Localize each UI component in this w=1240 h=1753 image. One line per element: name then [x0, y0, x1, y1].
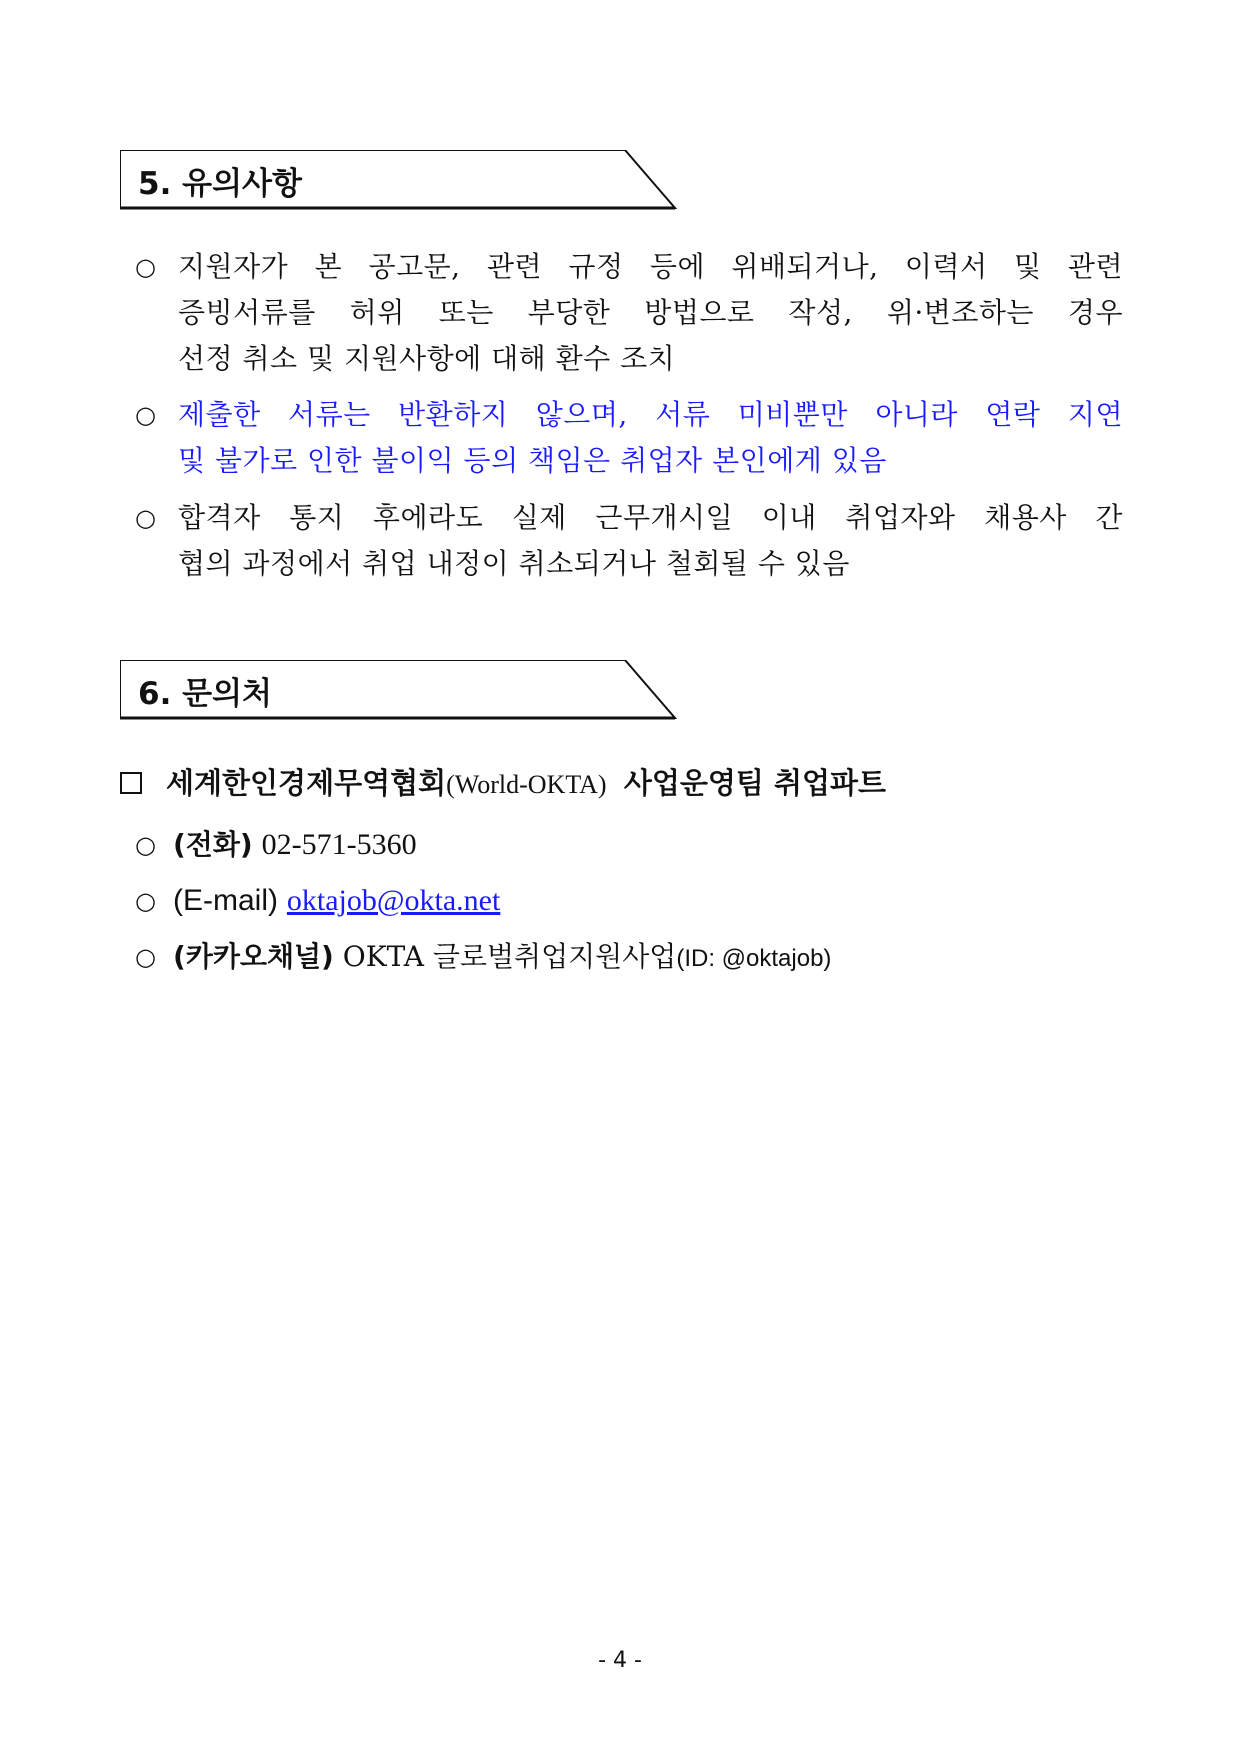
notice-line: 합격자 통지 후에라도 실제 근무개시일 이내 취업자와 채용사 간 — [178, 501, 1123, 534]
contact-kakao-value: OKTA 글로벌취업지원사업 — [342, 940, 677, 973]
notice-item-1-text — [178, 244, 1123, 382]
bullet-circle-icon: ○ — [135, 504, 156, 532]
section-5-header — [120, 150, 680, 212]
bullet-circle-icon: ○ — [135, 831, 156, 859]
notice-line: 선정 취소 및 지원사항에 대해 환수 조치 — [178, 342, 676, 375]
notice-line: 증빙서류를 허위 또는 부당한 방법으로 작성, 위·변조하는 경우 — [178, 296, 1123, 329]
notice-line: 및 불가로 인한 불이익 등의 책임은 취업자 본인에게 있음 — [178, 444, 887, 477]
checkbox-square-icon — [120, 772, 142, 794]
contact-email-label: (E-mail) — [173, 884, 278, 917]
organization-name-en: (World-OKTA) — [446, 770, 607, 799]
bullet-circle-icon: ○ — [135, 253, 156, 281]
bullet-circle-icon: ○ — [135, 401, 156, 429]
contact-phone — [135, 822, 1135, 868]
section-5-title: 5. 유의사항 — [138, 166, 302, 202]
section-6-title: 6. 문의처 — [138, 676, 272, 712]
notice-line: 제출한 서류는 반환하지 않으며, 서류 미비뿐만 아니라 연락 지연 — [178, 398, 1123, 431]
contact-kakao — [135, 934, 1135, 980]
bullet-circle-icon: ○ — [135, 943, 156, 971]
bullet-circle-icon: ○ — [135, 887, 156, 915]
notice-item-2-text — [178, 392, 1123, 484]
contact-kakao-id: (ID: @oktajob) — [676, 945, 832, 972]
contact-email — [135, 878, 1135, 924]
contact-phone-value: 02-571-5360 — [261, 828, 417, 861]
organization-text — [166, 760, 886, 808]
contact-kakao-label: (카카오채널) — [173, 940, 334, 973]
organization-name-ko: 세계한인경제무역협회 — [166, 766, 447, 800]
page-number: - 4 - — [598, 1648, 642, 1673]
contact-phone-label: (전화) — [173, 828, 253, 861]
notice-line: 협의 과정에서 취업 내정이 취소되거나 철회될 수 있음 — [178, 547, 850, 580]
section-6-header — [120, 660, 680, 722]
contact-email-link[interactable]: oktajob@okta.net — [286, 884, 501, 917]
organization-team: 사업운영팀 취업파트 — [623, 766, 887, 800]
contact-organization — [120, 760, 1120, 806]
notice-item-3-text — [178, 495, 1123, 587]
notice-line: 지원자가 본 공고문, 관련 규정 등에 위배되거나, 이력서 및 관련 — [178, 250, 1123, 283]
